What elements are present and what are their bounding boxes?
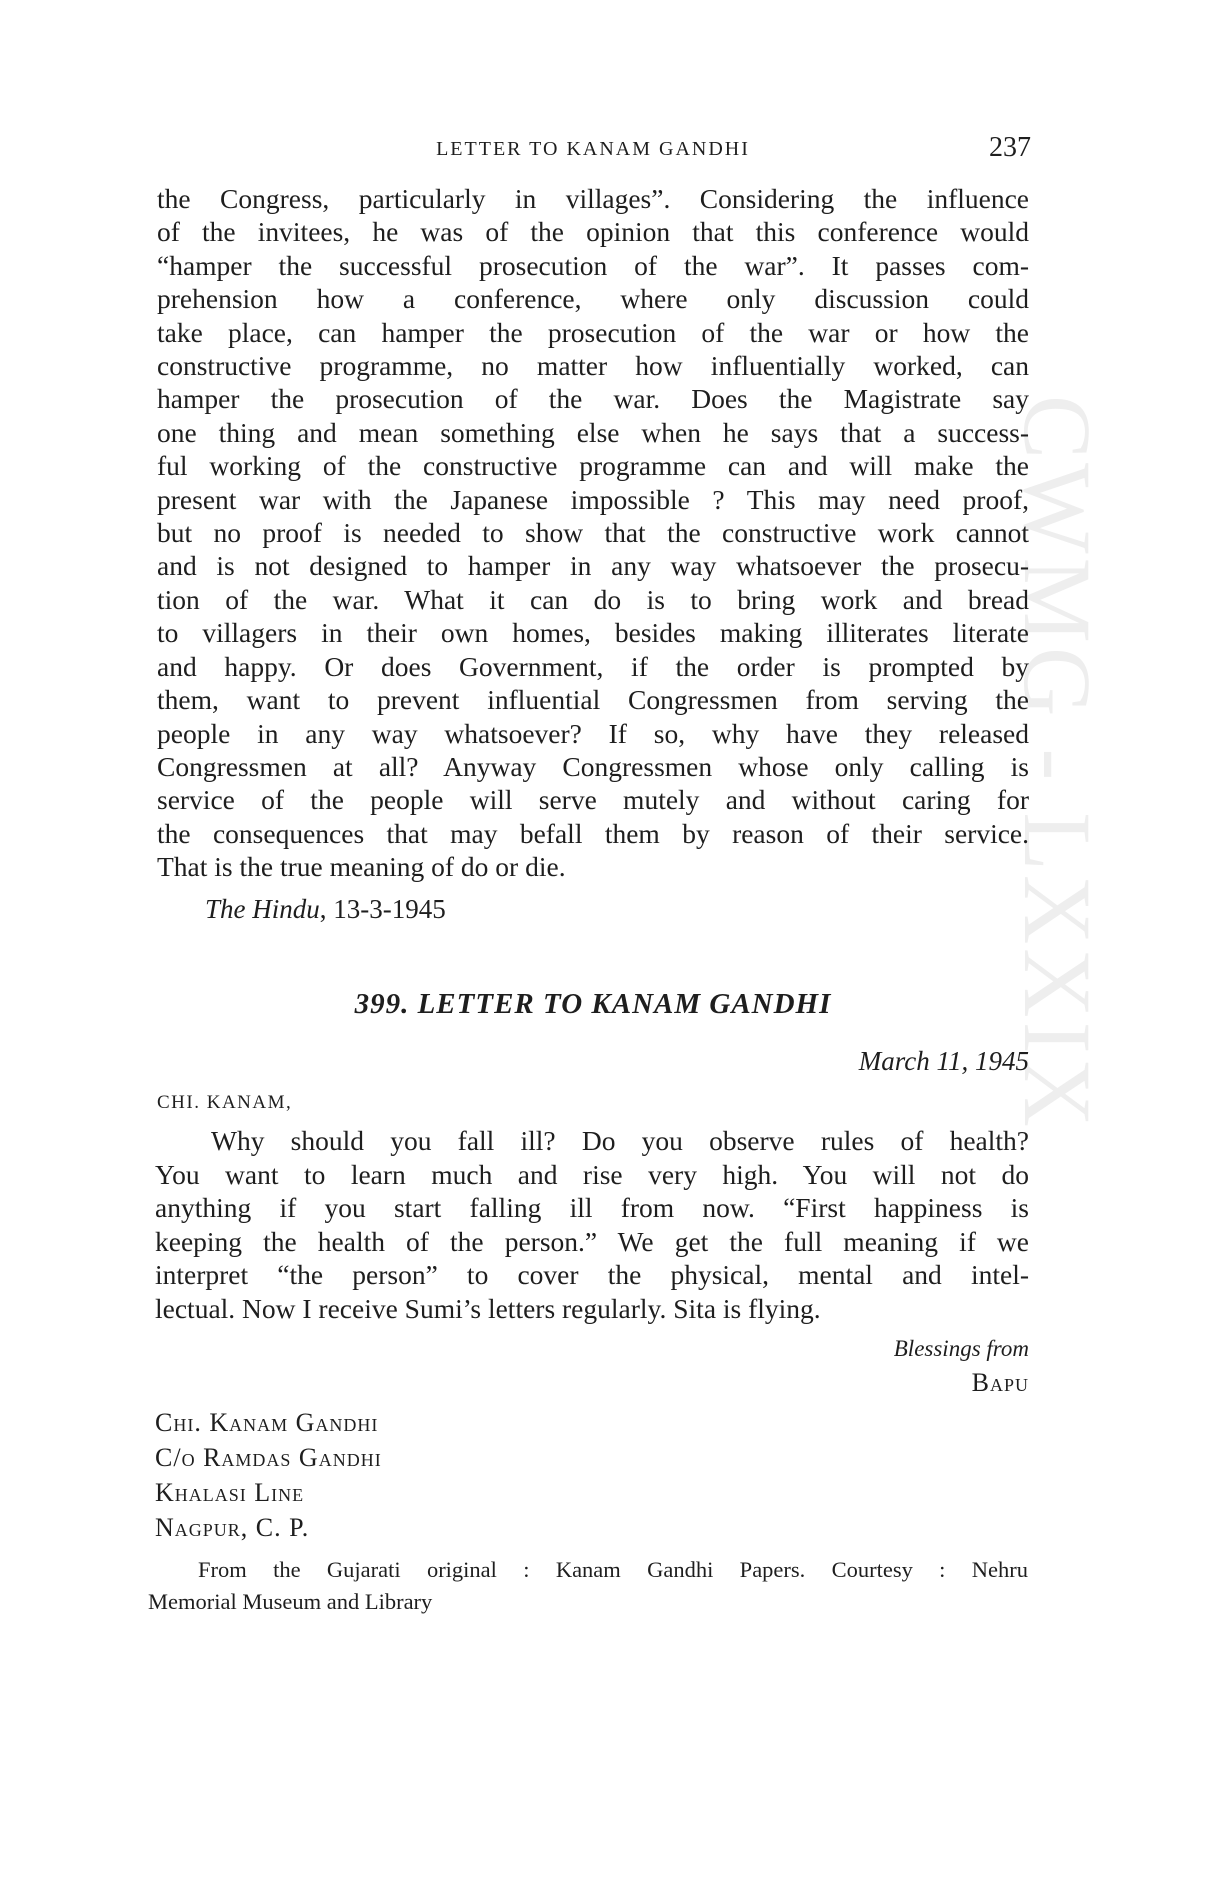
text-line: interpret “the person” to cover the physical, mental and intel- <box>155 1259 1029 1291</box>
address-line: Nagpur, C. P. <box>155 1513 310 1542</box>
address-line: Khalasi Line <box>155 1478 305 1507</box>
text-line: the consequences that may befall them by reason of their service. <box>157 817 1029 849</box>
text-line: That is the true meaning of do or die. <box>157 851 566 883</box>
text-line: anything if you start falling ill from now. “First happiness is <box>155 1192 1029 1224</box>
watermark: CWMG - LXXIX <box>1004 395 1111 1131</box>
text-line: the Congress, particularly in villages”. Considering the influence <box>157 183 1029 214</box>
running-title: LETTER TO KANAM GANDHI <box>436 138 750 160</box>
text-line: “hamper the successful prosecution of the war”. It passes com- <box>157 249 1029 281</box>
text-line: one thing and mean something else when he says that a success- <box>157 416 1029 448</box>
address-line: C/o Ramdas Gandhi <box>155 1443 382 1472</box>
text-line: service of the people will serve mutely and without caring for <box>157 784 1029 816</box>
footnote-line: From the Gujarati original : Kanam Gandhi Papers. Courtesy : Nehru <box>198 1557 1028 1582</box>
text-line: and is not designed to hamper in any way whatsoever the prosecu- <box>157 550 1029 582</box>
letter-salutation: CHI. KANAM, <box>157 1092 293 1113</box>
text-line: them, want to prevent influential Congressmen from serving the <box>157 684 1029 716</box>
text-line: Congressmen at all? Anyway Congressmen whose only calling is <box>157 750 1029 782</box>
recipient-address <box>155 1405 382 1545</box>
text-line: Why should you fall ill? Do you observe rules of health? <box>211 1125 1029 1156</box>
text-line: hamper the prosecution of the war. Does the Magistrate say <box>157 383 1029 415</box>
text-line: of the invitees, he was of the opinion that this conference would <box>157 216 1029 248</box>
text-line: present war with the Japanese impossible ? This may need proof, <box>157 483 1029 515</box>
source-publication: The Hindu <box>205 894 320 924</box>
letter-date: March 11, 1945 <box>858 1046 1029 1076</box>
letter-body <box>155 1124 1029 1326</box>
running-header <box>155 132 1031 168</box>
text-line: tion of the war. What it can do is to bring work and bread <box>157 583 1029 615</box>
text-line: take place, can hamper the prosecution of the war or how the <box>157 316 1029 348</box>
article-source <box>205 894 446 925</box>
letter-signature: Bapu <box>971 1368 1029 1397</box>
letter-closing: Blessings from <box>893 1336 1029 1361</box>
source-date: , 13-3-1945 <box>319 894 446 924</box>
article-body <box>157 182 1029 884</box>
text-line: ful working of the constructive programme can and will make the <box>157 450 1029 482</box>
text-line: lectual. Now I receive Sumi’s letters regularly. Sita is flying. <box>155 1292 821 1324</box>
footnote-line: Memorial Museum and Library <box>148 1589 433 1614</box>
page-number: 237 <box>989 132 1031 163</box>
text-line: prehension how a conference, where only discussion could <box>157 283 1029 315</box>
text-line: and happy. Or does Government, if the order is prompted by <box>157 650 1029 682</box>
text-line: people in any way whatsoever? If so, why have they released <box>157 717 1029 749</box>
text-line: constructive programme, no matter how influentially worked, can <box>157 350 1029 382</box>
text-line: keeping the health of the person.” We get the full meaning if we <box>155 1225 1029 1257</box>
text-line: but no proof is needed to show that the constructive work cannot <box>157 517 1029 549</box>
address-line: Chi. Kanam Gandhi <box>155 1408 379 1437</box>
text-line: to villagers in their own homes, besides making illiterates literate <box>157 617 1029 649</box>
text-line: You want to learn much and rise very high. You will not do <box>155 1158 1029 1190</box>
footnote <box>148 1554 1028 1618</box>
letter-title: 399. LETTER TO KANAM GANDHI <box>354 988 832 1020</box>
